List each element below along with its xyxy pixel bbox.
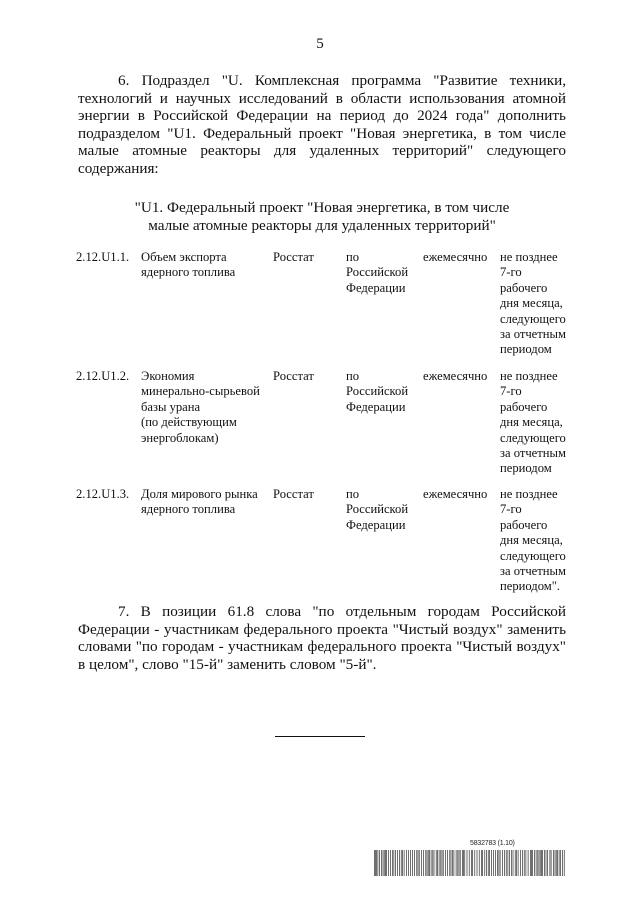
responsible-agency: Росстат: [273, 250, 314, 264]
barcode-bar: [402, 850, 403, 876]
deadline: не позднее 7-го рабочего дня месяца, следующего за отчетным периодом".: [500, 487, 566, 594]
barcode-bar: [536, 850, 537, 876]
indicator-name: Экономия минерально-сырьевой базы урана (по действующим энергоблокам): [141, 369, 260, 445]
responsible-agency: Росстат: [273, 369, 314, 383]
barcode-bar: [540, 850, 541, 876]
paragraph-7-text: 7. В позиции 61.8 слова "по отдельным городам Российской Федерации - участникам федерального проекта "Чистый воздух" заменить словами "по городам - участникам федерального проекта "Чистый воздух" в целом", слово "15-й" заменить словом "5-й".: [78, 603, 566, 673]
barcode-bar: [414, 850, 415, 876]
barcode-bar: [388, 850, 389, 876]
barcode-bar: [450, 850, 451, 876]
barcode-bar: [433, 850, 434, 876]
barcode-bar: [518, 850, 519, 876]
frequency: ежемесячно: [423, 487, 488, 501]
barcode-bar: [427, 850, 428, 876]
barcode-bar: [412, 850, 413, 876]
barcode-bar: [452, 850, 453, 876]
barcode-bar: [508, 850, 509, 876]
aggregation-level: по Российской Федерации: [346, 250, 409, 295]
indicator-code: 2.12.U1.1.: [76, 250, 130, 264]
barcode-bar: [437, 850, 438, 876]
barcode-bar: [460, 850, 461, 876]
indicator-code: 2.12.U1.3.: [76, 487, 130, 501]
barcode-bar: [562, 850, 563, 876]
barcode-bar: [500, 850, 501, 876]
barcode-bar: [445, 850, 446, 876]
barcode-bar: [451, 850, 452, 876]
barcode-bar: [436, 850, 437, 876]
barcode-bar: [491, 850, 492, 876]
barcode-bar: [471, 850, 472, 876]
barcode-bar: [526, 850, 527, 876]
barcode-bar: [551, 850, 552, 876]
barcode-bar: [544, 850, 545, 876]
barcode-bar: [429, 850, 430, 876]
barcode-bar: [376, 850, 377, 876]
barcode-bar: [546, 850, 547, 876]
barcode-bar: [541, 850, 542, 876]
barcode-bar: [410, 850, 411, 876]
barcode-bar: [408, 850, 409, 876]
subsection-heading-line-2: малые атомные реакторы для удаленных территорий": [148, 216, 496, 234]
barcode-bar: [395, 850, 396, 876]
barcode-bar: [555, 850, 556, 876]
barcode-bar: [443, 850, 444, 876]
barcode-bar: [504, 850, 505, 876]
barcode-bar: [488, 850, 489, 876]
barcode-bar: [497, 850, 498, 876]
barcode-bar: [556, 850, 557, 876]
barcode-bar: [475, 850, 476, 876]
barcode-bar: [486, 850, 487, 876]
barcode-image: [374, 850, 566, 876]
barcode-bar: [564, 850, 565, 876]
barcode-bar: [447, 850, 448, 876]
barcode-bar: [431, 850, 432, 876]
barcode-bar: [441, 850, 442, 876]
barcode-bar: [557, 850, 558, 876]
responsible-agency: Росстат: [273, 487, 314, 501]
barcode-bar: [495, 850, 496, 876]
paragraph-6-text: 6. Подраздел "U. Комплексная программа "Развитие техники, технологий и научных исследований в области использования атомной энергии в Российской Федерации на период до 2024 года" дополнить подразделом "U1. Федеральный проект "Новая энергетика, в том числе малые атомные реакторы для удаленных территорий" следующего содержания:: [78, 72, 566, 177]
barcode-bar: [459, 850, 460, 876]
barcode-bar: [406, 850, 407, 876]
barcode-bar: [467, 850, 468, 876]
barcode-bar: [485, 850, 486, 876]
barcode-bar: [374, 850, 375, 876]
barcode-bar: [394, 850, 395, 876]
barcode-bar: [458, 850, 459, 876]
barcode-bar: [384, 850, 385, 876]
barcode-bar: [428, 850, 429, 876]
barcode-bar: [392, 850, 393, 876]
barcode-bar: [534, 850, 535, 876]
barcode-bar: [520, 850, 521, 876]
barcode-bar: [401, 850, 402, 876]
barcode-bar: [421, 850, 422, 876]
barcode-bar: [506, 850, 507, 876]
barcode-bar: [516, 850, 517, 876]
frequency: ежемесячно: [423, 250, 488, 264]
aggregation-level: по Российской Федерации: [346, 487, 409, 532]
barcode-bar: [539, 850, 540, 876]
barcode-bar: [542, 850, 543, 876]
barcode-bar: [502, 850, 503, 876]
barcode-bar: [390, 850, 391, 876]
barcode-bar: [439, 850, 440, 876]
barcode-bar: [513, 850, 514, 876]
barcode-bar: [385, 850, 386, 876]
barcode-bar: [524, 850, 525, 876]
barcode-bar: [404, 850, 405, 876]
barcode-bar: [560, 850, 561, 876]
barcode-bar: [463, 850, 464, 876]
barcode-bar: [383, 850, 384, 876]
barcode-bar: [434, 850, 435, 876]
barcode-bar: [511, 850, 512, 876]
barcode-bar: [462, 850, 463, 876]
barcode-bar: [477, 850, 478, 876]
barcode-bar: [381, 850, 382, 876]
deadline: не позднее 7-го рабочего дня месяца, следующего за отчетным периодом: [500, 369, 566, 476]
barcode-bar: [426, 850, 427, 876]
barcode-bar: [378, 850, 379, 876]
indicator-name: Объем экспорта ядерного топлива: [141, 250, 236, 280]
barcode-bar: [509, 850, 510, 876]
barcode-bar: [553, 850, 554, 876]
barcode-bar: [472, 850, 473, 876]
barcode-bar: [532, 850, 533, 876]
end-separator-line: [275, 736, 365, 737]
paragraph-7: [78, 603, 566, 673]
subsection-heading: [78, 199, 566, 234]
barcode-bar: [522, 850, 523, 876]
barcode-bar: [515, 850, 516, 876]
barcode-bar: [528, 850, 529, 876]
barcode-bar: [499, 850, 500, 876]
barcode-bar: [547, 850, 548, 876]
indicator-code: 2.12.U1.2.: [76, 369, 130, 383]
barcode-bar: [375, 850, 376, 876]
aggregation-level: по Российской Федерации: [346, 369, 409, 414]
barcode-bar: [397, 850, 398, 876]
barcode-bar: [481, 850, 482, 876]
barcode-bar: [386, 850, 387, 876]
barcode-bar: [454, 850, 455, 876]
paragraph-6: [78, 72, 566, 178]
barcode-bar: [538, 850, 539, 876]
subsection-heading-line-1: "U1. Федеральный проект "Новая энергетика, в том числе: [134, 199, 510, 216]
barcode-bar: [550, 850, 551, 876]
barcode-caption: 5832783 (1.10): [470, 840, 515, 847]
barcode-bar: [399, 850, 400, 876]
barcode-bar: [465, 850, 466, 876]
barcode-bar: [479, 850, 480, 876]
barcode-bar: [417, 850, 418, 876]
barcode-bar: [531, 850, 532, 876]
barcode-bar: [530, 850, 531, 876]
barcode-bar: [442, 850, 443, 876]
frequency: ежемесячно: [423, 369, 488, 383]
barcode-bar: [379, 850, 380, 876]
barcode-bar: [559, 850, 560, 876]
barcode-bar: [493, 850, 494, 876]
page-number: 5: [316, 36, 324, 52]
barcode-bar: [489, 850, 490, 876]
barcode-bar: [482, 850, 483, 876]
indicator-name: Доля мирового рынка ядерного топлива: [141, 487, 258, 517]
barcode-bar: [456, 850, 457, 876]
deadline: не позднее 7-го рабочего дня месяца, следующего за отчетным периодом: [500, 250, 566, 357]
barcode-bar: [418, 850, 419, 876]
barcode-bar: [419, 850, 420, 876]
barcode-bar: [423, 850, 424, 876]
barcode-bar: [469, 850, 470, 876]
